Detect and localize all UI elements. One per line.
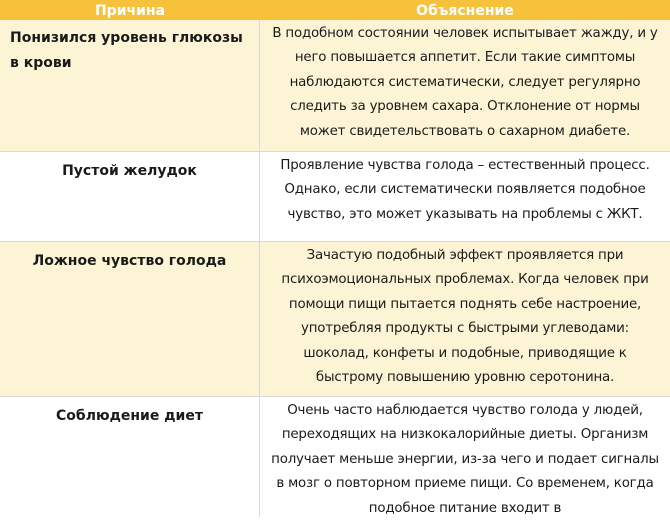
row-reason: Ложное чувство голода (0, 242, 260, 396)
row-reason: Соблюдение диет (0, 397, 260, 517)
table-header (0, 0, 670, 20)
header-explanation: Объяснение (416, 3, 514, 19)
header-reason: Причина (94, 3, 166, 19)
table-row (0, 397, 670, 517)
table-row (0, 152, 670, 242)
row-explanation: Проявление чувства голода – естественный процесс. Однако, если систематически появляется подобное чувство, это может указывать на проблемы с ЖКТ. (280, 158, 650, 222)
row-explanation: Зачастую подобный эффект проявляется при психоэмоциональных проблемах. Когда человек при помощи пищи пытается поднять себе настроение, употребляя продукты с быстрыми углеводами: шоколад, конфеты и подобные, приводящие к быстрому повышению уровню серотонина. (281, 248, 649, 386)
table-row (0, 20, 670, 152)
row-reason: Пустой желудок (0, 152, 260, 241)
row-explanation: В подобном состоянии человек испытывает жажду, и у него повышается аппетит. Если такие симптомы наблюдаются систематически, следует регулярно следить за уровнем сахара. Отклонение от нормы может свидетельствовать о сахарном диабете. (272, 26, 658, 139)
table-row (0, 242, 670, 397)
row-reason: Понизился уровень глюкозы в крови (0, 20, 260, 151)
row-explanation: Очень часто наблюдается чувство голода у людей, переходящих на низкокалорийные диеты. Организм получает меньше энергии, из-за чего и подает сигналы в мозг о повторном приеме пищи. Со временем, когда подобное питание входит в (271, 403, 659, 516)
